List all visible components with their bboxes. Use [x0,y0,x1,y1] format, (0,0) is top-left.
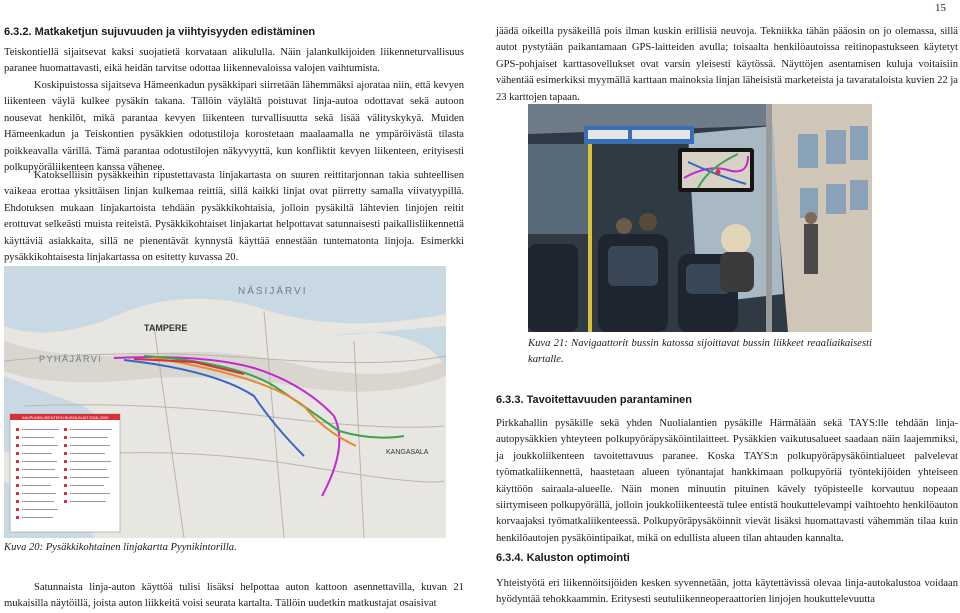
paragraph-bus-stop-relocation: Koskipuistossa sijaitseva Hämeenkadun pysäkkipari siirretään lähemmäksi ajorataa niin, että kevyen liikenteen väylä kulkee pysäkin takana. Tällöin väylältä poistuvat linja-autoa odottavat sekä autoon nousevat henkilöt, mikä parantaa kevyen liikenteen turvallisuutta sekä lisää välityskykyä. Muiden Hämeenkadun ja Teiskontien pysäkkien odotustiloja korostetaan maalaamalla ne ympäröivästä tilasta poikkeavalla värillä. Tämä parantaa odotustilojen näkyvyyttä, kun konfliktit kevyen liikenteen, erityisesti polkupyöräliikenteen kanssa vähenee. [4,80,464,174]
map-label-nasijarvi: NÄSIJÄRVI [238,286,308,297]
map-legend-box [10,414,120,532]
figure-20-caption: Kuva 20: Pysäkkikohtainen linjakartta Pyynikintorilla. [4,542,237,553]
page-number: 15 [935,2,946,14]
section-heading-6-3-2: 6.3.2. Matkaketjun sujuvuuden ja viihtyisyyden edistäminen [4,26,316,38]
bus-interior-photo [528,104,872,332]
map-label-pyhajarvi: PYHÄJÄRVI [39,354,103,364]
paragraph-ceiling-displays: Satunnaista linja-auton käyttöä tulisi lisäksi helpottaa auton kattoon asennettavilla, kuvan 21 mukaisilla näytöillä, joista auton liikkeitä voisi seurata kartalta. Tällöin uudetkin matkustajat osaisivat [4,582,464,610]
paragraph-fleet-optimization: Yhteistyötä eri liikennöitsijöiden kesken syvennetään, jotta käytettävissä olevaa linja-autokalustoa voidaan hyödyntää tehokkaammin. Eritysesti seutuliikenneoperaattorien linjojen houkuttelevuutta [496,578,958,606]
paragraph-underpass: Teiskontiellä sijaitsevat kaksi suojatietä korvataan alikululla. Näin jalankulkijoiden liikenneturvallisuus paranee huomattavasti, eikä heidän tarvitse odottaa liikennevaloissa valojen vaihtumista. [4,47,464,75]
map-legend-title: KAUPUNKILIIKENTEEN BUSSILINJAT 2008–2009 [22,416,109,420]
stop-specific-route-map [4,266,446,538]
paragraph-gps-technology: jäädä oikeilla pysäkeillä pois ilman kuskin erillisiä neuvoja. Tekniikka tähän pääosin on jo olemassa, sillä autot pystytään paikantamaan GPS-laitteiden avulla; toisaalta henkilöautoissa reitinopastukseen käytetyt GPS-pohjaiset karttasovellukset ovat varsin yleisesti käytössä. Näyttöjen asentamisen kuluja voitaisiin vähentää esimerkiksi myymällä karttaan mainoksia linjan läheisistä marketeista ja tavarataloista kuvien 22 ja 23 karttojen tapaan. [496,26,958,103]
map-label-kangasala: KANGASALA [386,449,429,456]
paragraph-bike-parking: Pirkkahallin pysäkille sekä yhden Nuolialantien pysäkille Härmälään sekä TAYS:lle tehdään linja-autopysäkkien yhteyteen polkupyöräpysäköintilaitteet. Pysäkkien vaikutusalueet saadaan näin laajemmiksi, ja joukkoliikenteen tavoitettavuus paranee. Koska TAYS:n polkupyöräpysäköintialueet palvelevat työmatkaliikennettä, haastetaan alueen työnantajat hankkimaan polkupyöriä työntekijöiden yhteiseen käyttöön sairaala-alueelle. Näin monen minuutin pituinen kävely työpisteelle korvautuu nopeaan siirtymiseen polkupyörällä, jolloin joukkoliikenteestä tulee entistä houkuttelevampi vaihtoehto henkilöauton korvaajaksi työmatkaliikenteessä. Polkupyöräpysäköinnit vievät lisäksi huomattavasti vähemmän tilaa kuin henkilöautojen pysäköintipaikat, mikä on edullista alueen tilan ahtauden kannalta. [496,418,958,544]
section-heading-6-3-3: 6.3.3. Tavoitettavuuden parantaminen [496,394,693,406]
paragraph-line-maps: Katokselliisin pysäkkeihin ripustettavasta linjakartasta on suuren reittitarjonnan takia suhteellisen vaikeaa erottaa yksittäisen linjan kulkemaa reittiä, sillä kaikki linjat ovat piirretty samalla viivatyypillä. Ehdotuksen mukaan linjakartoista tehdään pysäkkikohtaisia, jolloin pysäkiltä lähtevien linjojen reitit erottuvat selkeästi muista reiteistä. Pysäkkikohtaiset linjakartat helpottavat satunnaisesti paikallisliikennettä käyttäviä asiakkaita, sillä ne pienentävät kynnystä käyttää ennestään tuntematonta linjoja. Esimerkki pysäkkikohtaisesta linjakartassa on esitetty kuvassa 20. [4,170,464,264]
section-heading-6-3-4: 6.3.4. Kaluston optimointi [496,552,630,564]
map-label-tampere: TAMPERE [144,323,188,333]
figure-21-caption: Kuva 21: Navigaattorit bussin katossa sijoittavat bussin liikkeet reaaliaikaisesti kartalle. [528,338,872,366]
